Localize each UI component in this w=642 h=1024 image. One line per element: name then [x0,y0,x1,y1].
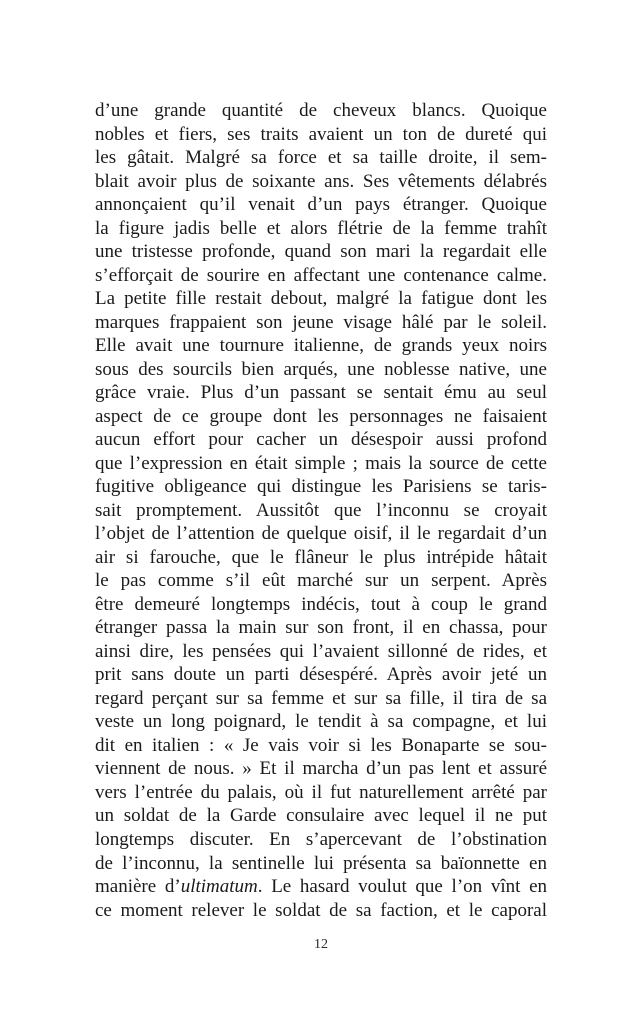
text-line: sous des sourcils bien arqués, une noblesse native, une [95,358,547,380]
italic-word: ultimatum [180,876,258,898]
text-line: grâce vraie. Plus d’un passant se sentait ému au seul [95,382,547,404]
text-line: une tristesse profonde, quand son mari la regardait elle [95,241,547,263]
text-line: regard perçant sur sa femme et sur sa fille, il tira de sa [95,687,547,709]
text-line: d’une grande quantité de cheveux blancs. Quoique [95,100,547,121]
text-line: ce moment relever le soldat de sa faction, et le caporal [95,899,547,921]
text-line: dit en italien : « Je vais voir si les Bonaparte se sou- [95,734,547,756]
text-line: être demeuré longtemps indécis, tout à coup le grand [95,593,547,615]
text-line: le pas comme s’il eût marché sur un serpent. Après [95,570,547,592]
text-line: nobles et fiers, ses traits avaient un ton de dureté qui [95,123,547,145]
text-line: que l’expression en était simple ; mais la source de cette [95,452,547,474]
text-line: les gâtait. Malgré sa force et sa taille droite, il sem- [95,147,547,169]
text-line: veste un long poignard, le tendit à sa compagne, et lui [95,711,547,733]
text-line: La petite fille restait debout, malgré la fatigue dont les [95,288,547,310]
text-line: un soldat de la Garde consulaire avec lequel il ne put [95,805,547,827]
text-line: annonçaient qu’il venait d’un pays étranger. Quoique [95,194,547,216]
text-line: air si farouche, que le flâneur le plus intrépide hâtait [95,546,547,568]
text-line: de l’inconnu, la sentinelle lui présenta sa baïonnette en [95,852,547,874]
text-line: prit sans doute un parti désespéré. Après avoir jeté un [95,664,547,686]
text-line: s’efforçait de sourire en affectant une contenance calme. [95,264,547,286]
text-line: viennent de nous. » Et il marcha d’un pas lent et assuré [95,758,547,780]
text-line: aucun effort pour cacher un désespoir aussi profond [95,429,547,451]
page-number: 12 [314,937,328,952]
text-line: longtemps discuter. En s’apercevant de l’obstination [95,828,547,850]
body-text [95,99,547,922]
text-line: aspect de ce groupe dont les personnages ne faisaient [95,405,547,427]
text-line: l’objet de l’attention de quelque oisif, il le regardait d’un [95,523,547,545]
text-line: étranger passa la main sur son front, il en chassa, pour [95,617,547,639]
text-fragment: manière d’ [95,876,181,898]
text-line: blait avoir plus de soixante ans. Ses vêtements délabrés [95,170,547,192]
text-line: la figure jadis belle et alors flétrie de la femme trahît [95,217,547,239]
text-line: Elle avait une tournure italienne, de grands yeux noirs [95,335,547,357]
text-fragment: . Le hasard voulut que l’on vînt en [257,876,548,898]
text-line: sait promptement. Aussitôt que l’inconnu se croyait [95,499,547,521]
text-line: ainsi dire, les pensées qui l’avaient sillonné de rides, et [95,640,547,662]
text-line: marques frappaient son jeune visage hâlé par le soleil. [95,311,547,333]
text-line-with-italic [95,875,547,899]
text-line: fugitive obligeance qui distingue les Parisiens se taris- [95,476,547,498]
text-line: vers l’entrée du palais, où il fut naturellement arrêté par [95,781,547,803]
